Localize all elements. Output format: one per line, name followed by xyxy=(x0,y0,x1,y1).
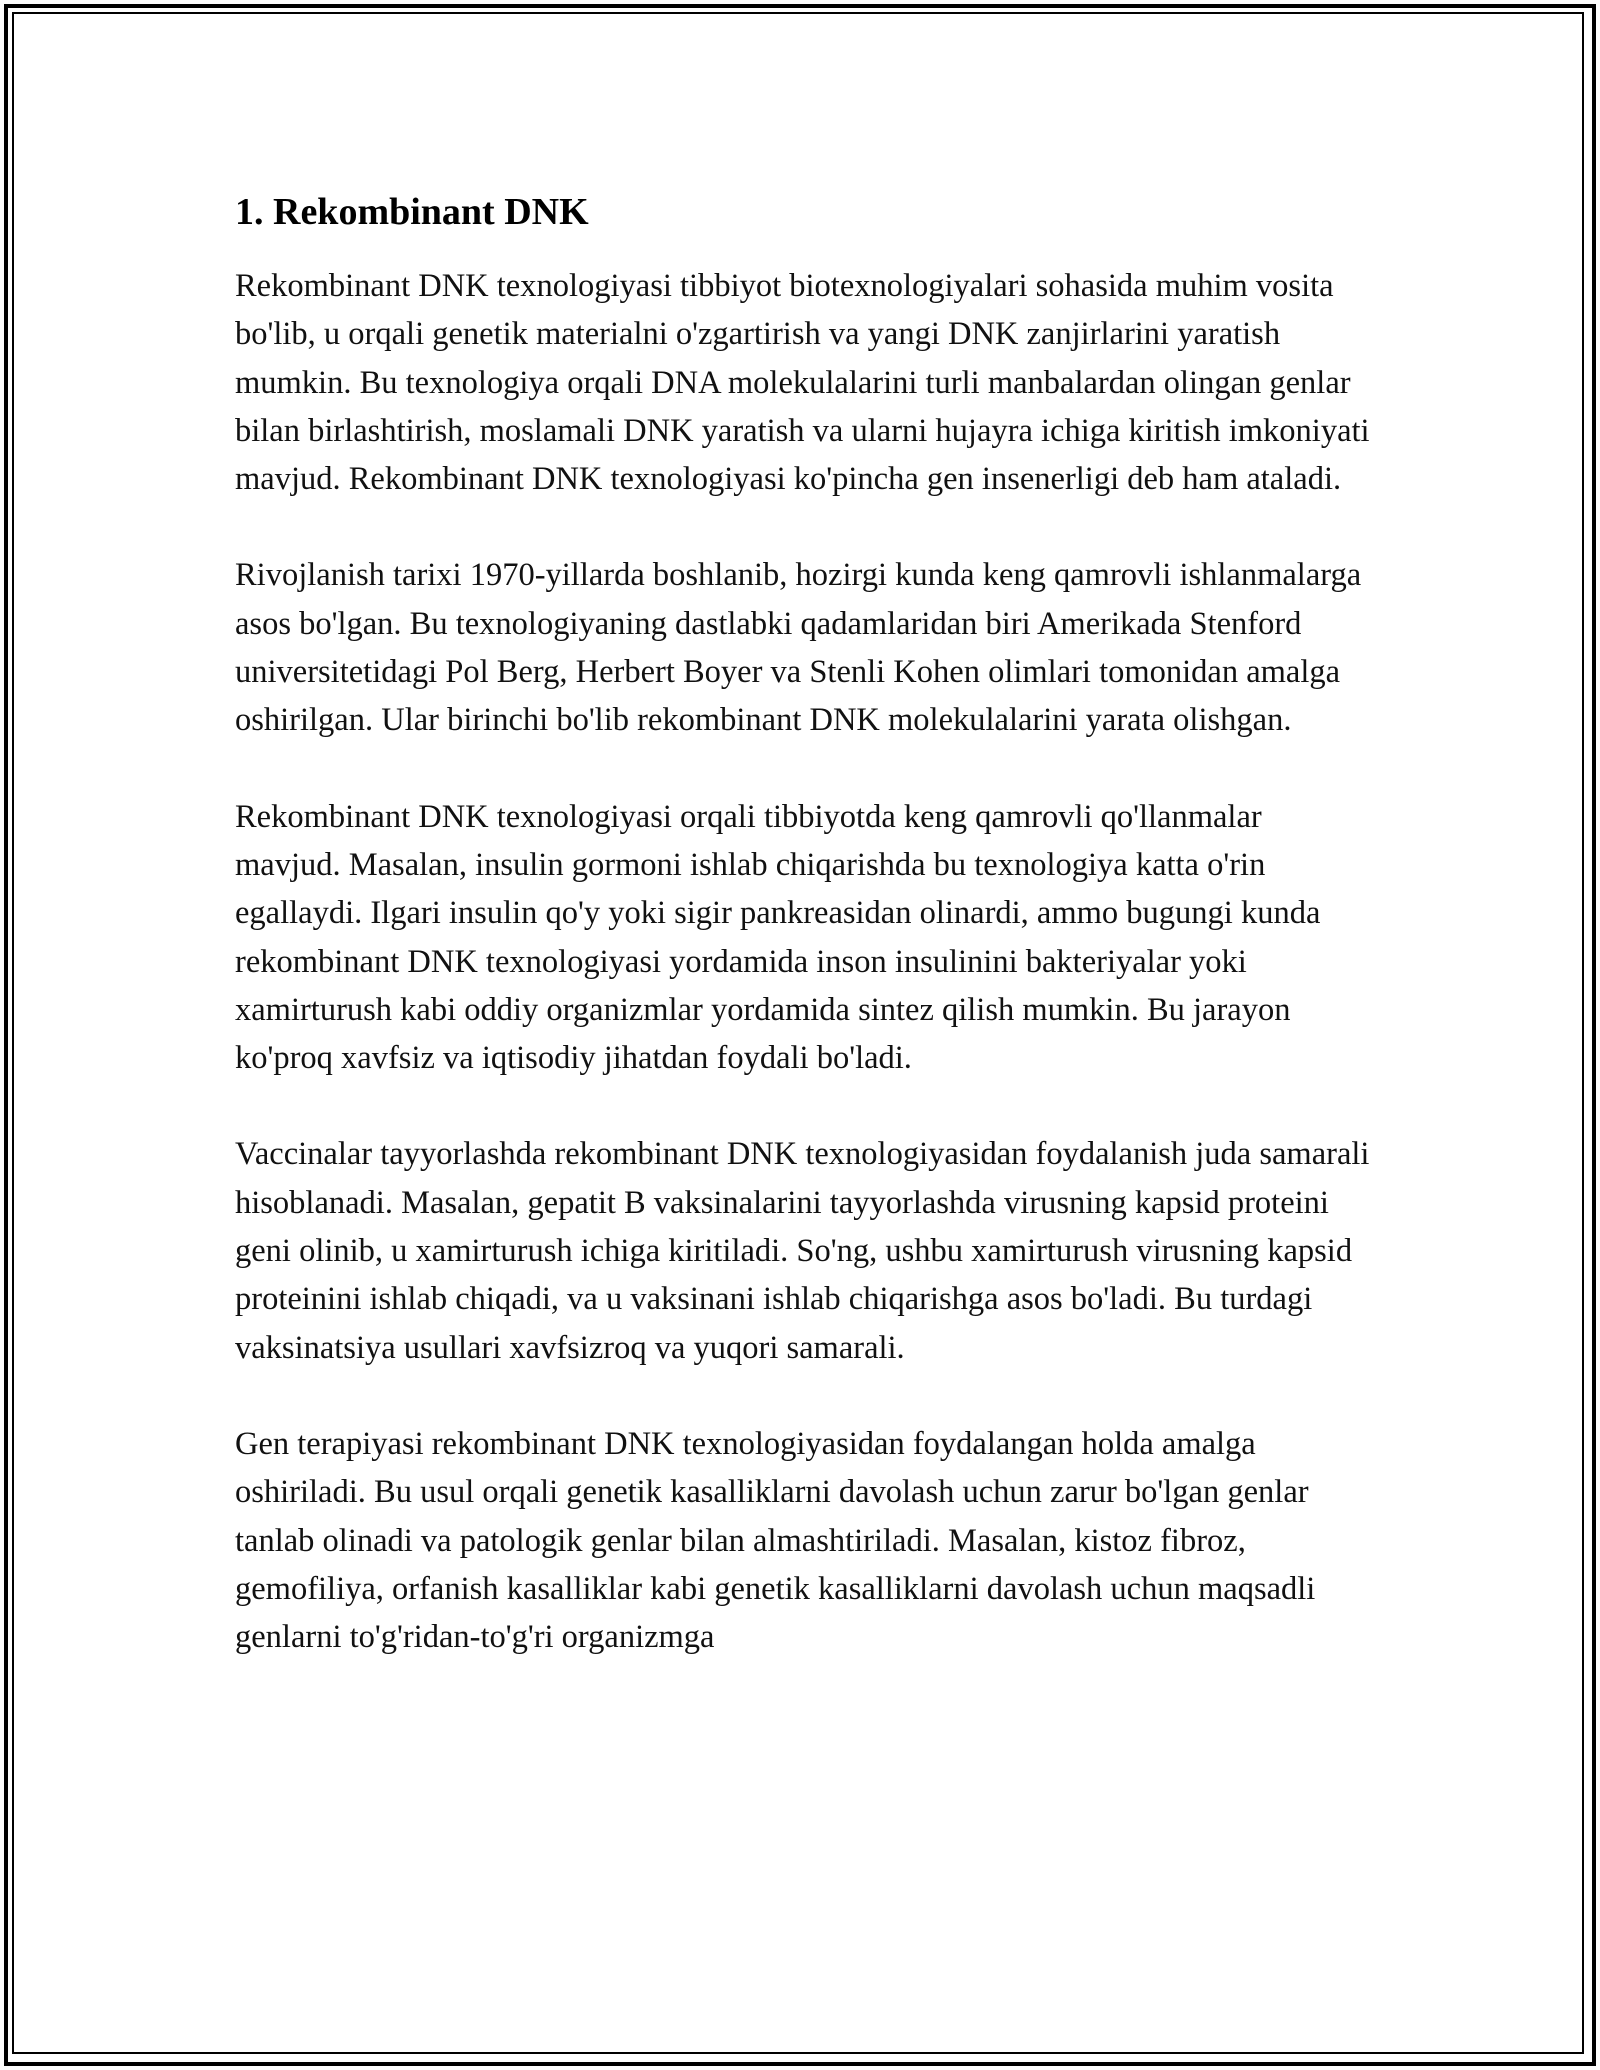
paragraph-1: Rekombinant DNK texnologiyasi tibbiyot biotexnologiyalari sohasida muhim vosita bo'lib, u orqali genetik materialni o'zgartirish va yangi DNK zanjirlarini yaratish mumkin. Bu texnologiya orqali DNA molekulalarini turli manbalardan olingan genlar bilan birlashtirish, moslamali DNK yaratish va ularni hujayra ichiga kiritish imkoniyati mavjud. Rekombinant DNK texnologiyasi ko'pincha gen insenerligi deb ham ataladi. xyxy=(235,268,1370,498)
paragraph-4: Vaccinalar tayyorlashda rekombinant DNK texnologiyasidan foydalanish juda samarali hisoblanadi. Masalan, gepatit B vaksinalarini tayyorlashda virusning kapsid proteini geni olinib, u xamirturush ichiga kiritiladi. So'ng, ushbu xamirturush virusning kapsid proteinini ishlab chiqadi, va u vaksinani ishlab chiqarishga asos bo'ladi. Bu turdagi vaksinatsiya usullari xavfsizroq va yuqori samarali. xyxy=(235,1136,1370,1366)
paragraph-5: Gen terapiyasi rekombinant DNK texnologiyasidan foydalangan holda amalga oshiriladi. Bu usul orqali genetik kasalliklarni davolash uchun zarur bo'lgan genlar tanlab olinadi va patologik genlar bilan almashtiriladi. Masalan, kistoz fibroz, gemofiliya, orfanish kasalliklar kabi genetik kasalliklarni davolash uchun maqsadli genlarni to'g'ridan-to'g'ri organizmga xyxy=(235,1425,1316,1656)
section-heading: 1. Rekombinant DNK xyxy=(235,191,589,233)
paragraph-2: Rivojlanish tarixi 1970-yillarda boshlanib, hozirgi kunda keng qamrovli ishlanmalarga asos bo'lgan. Bu texnologiyaning dastlabki qadamlaridan biri Amerikada Stenford universitetidagi Pol Berg, Herbert Boyer va Stenli Kohen olimlari tomonidan amalga oshirilgan. Ular birinchi bo'lib rekombinant DNK molekulalarini yarata olishgan. xyxy=(235,557,1362,739)
document-body xyxy=(235,188,1375,1709)
paragraph-3: Rekombinant DNK texnologiyasi orqali tibbiyotda keng qamrovli qo'llanmalar mavjud. Masalan, insulin gormoni ishlab chiqarishda bu texnologiya katta o'rin egallaydi. Ilgari insulin qo'y yoki sigir pankreasidan olinardi, ammo bugungi kunda rekombinant DNK texnologiyasi yordamida inson insulinini bakteriyalar yoki xamirturush kabi oddiy organizmlar yordamida sintez qilish mumkin. Bu jarayon ko'proq xavfsiz va iqtisodiy jihatdan foydali bo'ladi. xyxy=(235,798,1321,1077)
